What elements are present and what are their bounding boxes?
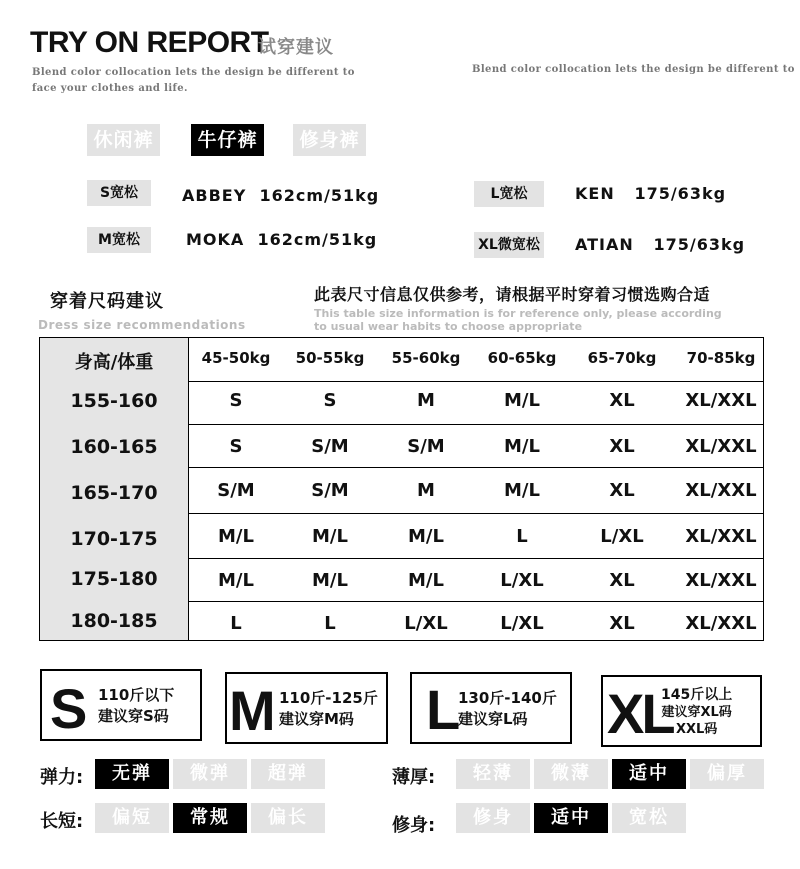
size-cell: XL/XXL (685, 480, 757, 501)
model-size-label: L宽松 (474, 181, 544, 207)
size-cell: M/L (504, 390, 540, 411)
size-letter: L (426, 678, 461, 741)
model-stats: 162cm/51kg (259, 186, 380, 205)
size-guide-weight: 110斤-125斤 (279, 689, 378, 707)
size-cell: M/L (504, 436, 540, 457)
length-option: 偏短 (95, 803, 169, 833)
elasticity-option: 微弹 (173, 759, 247, 789)
size-cell: L/XL (600, 526, 644, 547)
height-range: 155-160 (70, 390, 158, 412)
blurb-left-line-2: face your clothes and life. (32, 83, 188, 94)
size-cell: L (230, 613, 242, 634)
size-cell: XL/XXL (685, 390, 757, 411)
model-info (575, 235, 745, 254)
model-size-label: M宽松 (87, 227, 151, 253)
size-letter: M (229, 679, 276, 742)
size-cell: XL (609, 390, 635, 411)
fit-label: 修身: (392, 815, 436, 836)
weight-header: 50-55kg (295, 349, 365, 367)
size-cell: S (229, 436, 243, 457)
page-title: TRY ON REPORT (30, 26, 269, 59)
height-range: 160-165 (70, 436, 158, 458)
elasticity-option: 无弹 (95, 759, 169, 789)
table-divider (188, 467, 763, 468)
size-note-en (314, 307, 722, 333)
size-cell: XL (609, 436, 635, 457)
size-guide-weight: 110斤以下 (98, 686, 175, 704)
size-cell: S (229, 390, 243, 411)
size-cell: L (516, 526, 528, 547)
table-divider (188, 381, 763, 382)
size-cell: M/L (408, 526, 444, 547)
weight-header: 45-50kg (201, 349, 271, 367)
table-divider (188, 558, 763, 559)
size-guide-xl (601, 675, 762, 747)
size-cell: S/M (311, 480, 349, 501)
size-cell: M/L (408, 570, 444, 591)
tab-casual-pants: 休闲裤 (87, 124, 160, 156)
size-guide-advice: 建议穿L码 (458, 710, 528, 728)
height-range: 165-170 (70, 482, 158, 504)
size-letter: S (50, 677, 88, 740)
blurb-left-line-1: Blend color collocation lets the design be different to (32, 67, 355, 78)
page-subtitle: 试穿建议 (258, 37, 334, 58)
size-guide-text (661, 687, 732, 738)
model-name: KEN (575, 184, 615, 203)
size-cell: XL (609, 570, 635, 591)
size-table (39, 337, 764, 641)
weight-header: 65-70kg (587, 349, 657, 367)
length-option: 常规 (173, 803, 247, 833)
size-guide-weight: 130斤-140斤 (458, 689, 557, 707)
table-divider (188, 424, 763, 425)
blurb-right: Blend color collocation lets the design be different to (472, 64, 795, 75)
size-guide-text (98, 685, 174, 727)
size-cell: M/L (218, 526, 254, 547)
model-name: MOKA (186, 230, 245, 249)
model-info (182, 186, 379, 205)
size-cell: S/M (217, 480, 255, 501)
size-cell: M/L (312, 526, 348, 547)
size-guide-s (40, 669, 202, 741)
model-name: ATIAN (575, 235, 634, 254)
size-letter: XL (607, 682, 673, 745)
model-info (186, 230, 377, 249)
size-section-title: 穿着尺码建议 (50, 291, 164, 312)
size-cell: XL/XXL (685, 613, 757, 634)
thickness-label: 薄厚: (392, 767, 436, 788)
fit-option: 修身 (456, 803, 530, 833)
thickness-option: 轻薄 (456, 759, 530, 789)
model-size-label: S宽松 (87, 180, 151, 206)
model-stats: 175/63kg (634, 184, 727, 203)
size-cell: XL/XXL (685, 570, 757, 591)
thickness-option: 适中 (612, 759, 686, 789)
table-divider (188, 513, 763, 514)
model-stats: 175/63kg (653, 235, 746, 254)
size-cell: M (417, 480, 435, 501)
size-guide-weight: 145斤以上 (661, 687, 733, 703)
elasticity-option: 超弹 (251, 759, 325, 789)
size-cell: L/XL (404, 613, 448, 634)
weight-header: 70-85kg (686, 349, 756, 367)
size-guide-advice: 建议穿M码 (279, 710, 354, 728)
height-range: 170-175 (70, 528, 158, 550)
tab-jeans: 牛仔裤 (191, 124, 264, 156)
model-size-label: XL微宽松 (474, 232, 544, 258)
size-cell: L/XL (500, 570, 544, 591)
table-divider (188, 601, 763, 602)
blurb-left (32, 65, 355, 97)
model-info (575, 184, 726, 203)
size-cell: M (417, 390, 435, 411)
height-range: 175-180 (70, 568, 158, 590)
length-label: 长短: (40, 811, 84, 832)
size-cell: S/M (407, 436, 445, 457)
size-guide-text (279, 688, 378, 730)
size-cell: XL/XXL (685, 526, 757, 547)
size-cell: S/M (311, 436, 349, 457)
size-cell: XL (609, 613, 635, 634)
size-section-subtitle: Dress size recommendations (38, 318, 246, 332)
size-guide-advice-extra: XXL码 (675, 722, 718, 737)
model-name: ABBEY (182, 186, 247, 205)
size-guide-text (458, 688, 557, 730)
size-cell: M/L (218, 570, 254, 591)
tab-slim-pants: 修身裤 (293, 124, 366, 156)
size-guide-advice: 建议穿S码 (98, 707, 169, 725)
size-cell: S (323, 390, 337, 411)
weight-header: 60-65kg (487, 349, 557, 367)
length-option: 偏长 (251, 803, 325, 833)
size-cell: M/L (504, 480, 540, 501)
size-guide-m (225, 672, 388, 744)
fit-option: 宽松 (612, 803, 686, 833)
thickness-option: 偏厚 (690, 759, 764, 789)
fit-option: 适中 (534, 803, 608, 833)
size-guide-l (410, 672, 572, 744)
size-cell: L/XL (500, 613, 544, 634)
size-cell: M/L (312, 570, 348, 591)
size-cell: XL/XXL (685, 436, 757, 457)
size-note: 此表尺寸信息仅供参考，请根据平时穿着习惯选购合适 (314, 285, 711, 304)
height-range: 180-185 (70, 610, 158, 632)
size-guide-advice: 建议穿XL码 (661, 705, 732, 720)
weight-header: 55-60kg (391, 349, 461, 367)
elasticity-label: 弹力: (40, 767, 84, 788)
size-note-en-line-2: to usual wear habits to choose appropriate (314, 320, 583, 333)
size-cell: XL (609, 480, 635, 501)
size-cell: L (324, 613, 336, 634)
thickness-option: 微薄 (534, 759, 608, 789)
model-stats: 162cm/51kg (257, 230, 378, 249)
table-corner-label: 身高/体重 (74, 352, 154, 373)
size-note-en-line-1: This table size information is for reference only, please according (314, 307, 722, 320)
